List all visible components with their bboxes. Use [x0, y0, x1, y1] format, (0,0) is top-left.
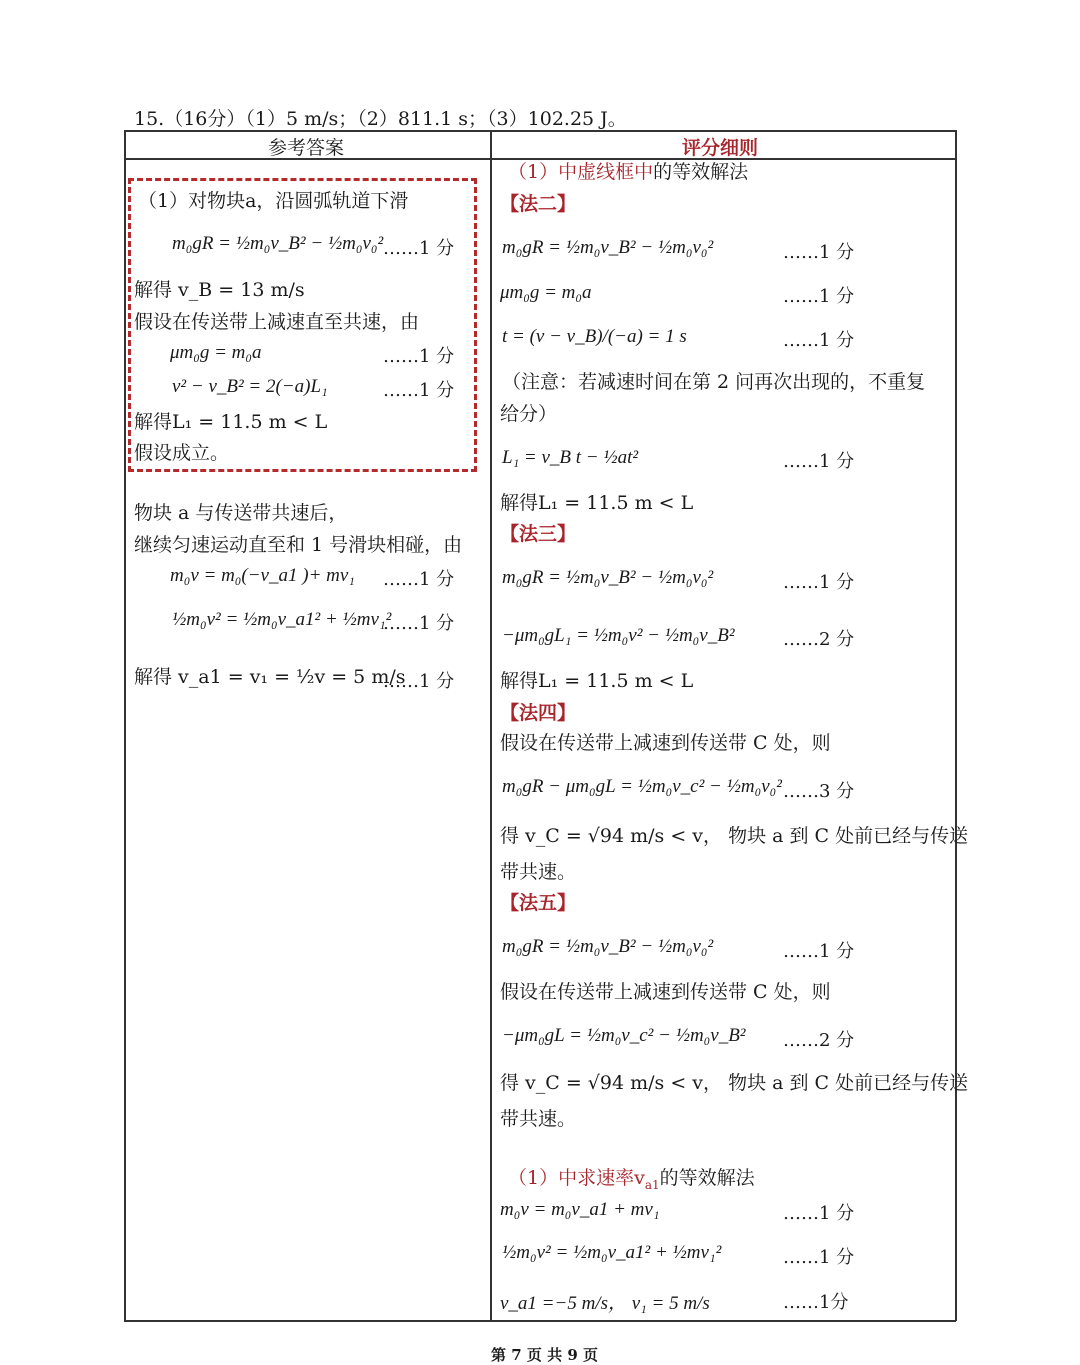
- m3-eq-energy-points: ……1 分: [783, 572, 855, 593]
- m4-conclusion-2: 带共速。: [500, 861, 577, 883]
- m2-result: 解得L₁ = 11.5 m < L: [500, 492, 694, 514]
- m2-eq-friction: μm₀g = m₀a: [500, 282, 592, 303]
- method-5-label: 【法五】: [500, 892, 577, 914]
- m4-assume: 假设在传送带上减速到传送带 C 处，则: [500, 732, 831, 754]
- m5-eq-energy: m₀gR = ½m₀v_B² − ½m₀v₀²: [502, 936, 714, 957]
- m3-eq-work: −μm₀gL₁ = ½m₀v² − ½m₀v_B²: [502, 625, 735, 646]
- rate-result-points: ……1分: [783, 1292, 849, 1313]
- section-title-1-rest: 的等效解法: [653, 161, 749, 183]
- left-line-4: 解得L₁ = 11.5 m < L: [134, 411, 328, 433]
- left-line-8-points: ……1 分: [383, 671, 455, 692]
- m2-eq-time-points: ……1 分: [783, 330, 855, 351]
- left-eq-momentum: m₀v = m₀(−v_a1 )+ mv₁: [170, 565, 355, 586]
- note-line-1: （注意：若减速时间在第 2 问再次出现的，不重复: [502, 371, 926, 393]
- page-footer: 第 7 页 共 9 页: [491, 1346, 598, 1364]
- m3-eq-work-points: ……2 分: [783, 629, 855, 650]
- left-eq-kinematic-points: ……1 分: [383, 380, 455, 401]
- table-bottom-rule: [124, 1320, 956, 1322]
- left-line-2: 解得 v_B = 13 m/s: [134, 279, 305, 301]
- m5-conclusion-2: 带共速。: [500, 1108, 577, 1130]
- m5-eq-energy-points: ……1 分: [783, 941, 855, 962]
- m5-eq-work: −μm₀gL = ½m₀v_c² − ½m₀v_B²: [502, 1025, 746, 1046]
- left-line-5: 假设成立。: [134, 442, 230, 464]
- rate-eq-momentum-points: ……1 分: [783, 1203, 855, 1224]
- m2-eq-energy: m₀gR = ½m₀v_B² − ½m₀v₀²: [502, 237, 714, 258]
- method-3-label: 【法三】: [500, 523, 577, 545]
- section-title-1-highlight: （1）中虚线框中: [508, 161, 654, 183]
- section-title-2-subscript: a1: [644, 1177, 660, 1192]
- m3-eq-energy: m₀gR = ½m₀v_B² − ½m₀v₀²: [502, 567, 714, 588]
- method-4-label: 【法四】: [500, 702, 577, 724]
- left-line-8: 解得 v_a1 = v₁ = ½v = 5 m/s: [134, 666, 406, 688]
- left-eq-energy-points: ……1 分: [383, 238, 455, 259]
- m2-eq-time: t = (v − v_B)/(−a) = 1 s: [502, 326, 687, 347]
- rate-result: v_a1 =−5 m/s， v₁ = 5 m/s: [500, 1293, 710, 1314]
- table-left-rule: [124, 130, 126, 1321]
- left-line-1: （1）对物块a，沿圆弧轨道下滑: [138, 190, 409, 212]
- section-title-2-highlight-text: （1）中求速率v: [508, 1167, 645, 1189]
- rate-eq-kinetic-points: ……1 分: [783, 1247, 855, 1268]
- left-eq-friction: μm₀g = m₀a: [170, 342, 262, 363]
- left-line-7: 继续匀速运动直至和 1 号滑块相碰，由: [134, 534, 463, 556]
- note-line-2: 给分）: [500, 403, 558, 425]
- section-title-1: [508, 160, 748, 184]
- section-title-2-highlight: [508, 1167, 660, 1192]
- m3-result: 解得L₁ = 11.5 m < L: [500, 670, 694, 692]
- rate-eq-kinetic: ½m₀v² = ½m₀v_a1² + ½mv₁²: [502, 1242, 722, 1263]
- rate-eq-momentum: m₀v = m₀v_a1 + mv₁: [500, 1199, 660, 1220]
- column-header-answer: 参考答案: [268, 137, 345, 159]
- m4-conclusion-1: 得 v_C = √94 m/s < v， 物块 a 到 C 处前已经与传送: [500, 825, 969, 847]
- left-eq-kinetic-points: ……1 分: [383, 613, 455, 634]
- m2-eq-friction-points: ……1 分: [783, 286, 855, 307]
- m5-eq-work-points: ……2 分: [783, 1030, 855, 1051]
- section-title-2: [508, 1166, 755, 1197]
- left-eq-kinematic: v² − v_B² = 2(−a)L₁: [172, 376, 328, 397]
- table-top-rule: [124, 130, 956, 132]
- left-eq-momentum-points: ……1 分: [383, 569, 455, 590]
- m2-eq-energy-points: ……1 分: [783, 242, 855, 263]
- left-line-3: 假设在传送带上减速直至共速，由: [134, 311, 420, 333]
- column-header-scoring: 评分细则: [682, 137, 759, 159]
- left-eq-friction-points: ……1 分: [383, 346, 455, 367]
- left-eq-kinetic: ½m₀v² = ½m₀v_a1² + ½mv₁²: [172, 609, 392, 630]
- m2-eq-distance: L₁ = v_B t − ½at²: [502, 447, 639, 468]
- m2-eq-distance-points: ……1 分: [783, 451, 855, 472]
- method-2-label: 【法二】: [500, 193, 577, 215]
- m4-eq-energy: m₀gR − μm₀gL = ½m₀v_c² − ½m₀v₀²: [502, 776, 782, 797]
- problem-header: 15.（16分）（1）5 m/s；（2）811.1 s；（3）102.25 J。: [134, 108, 627, 130]
- left-line-6: 物块 a 与传送带共速后，: [134, 502, 348, 524]
- section-title-2-rest: 的等效解法: [659, 1167, 755, 1189]
- m5-conclusion-1: 得 v_C = √94 m/s < v， 物块 a 到 C 处前已经与传送: [500, 1072, 969, 1094]
- m4-eq-energy-points: ……3 分: [783, 781, 855, 802]
- left-eq-energy: m₀gR = ½m₀v_B² − ½m₀v₀²: [172, 233, 384, 254]
- table-middle-rule: [490, 130, 492, 1321]
- table-right-rule: [955, 130, 957, 1321]
- m5-assume: 假设在传送带上减速到传送带 C 处，则: [500, 981, 831, 1003]
